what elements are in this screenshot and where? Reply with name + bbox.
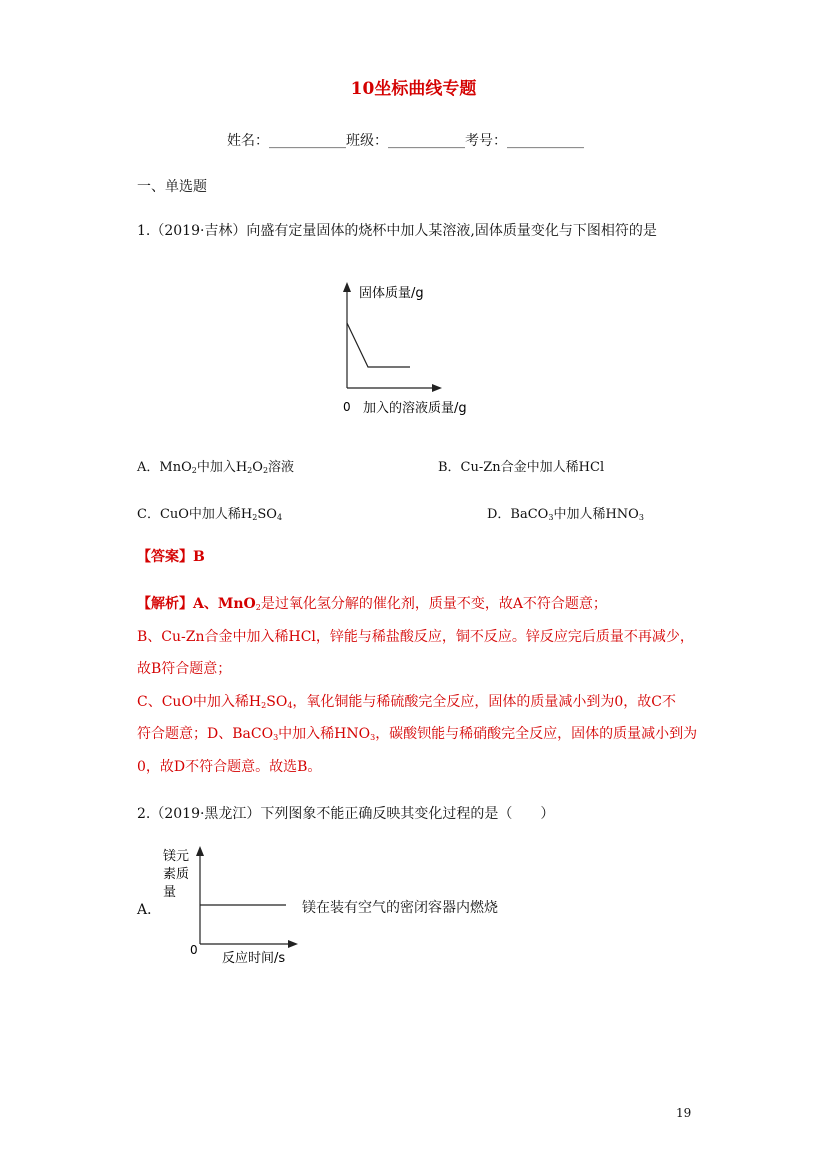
- analysis-text: 是过氧化氢分解的催化剂，质量不变，故A不符合题意；: [260, 596, 607, 612]
- option-d-text-1: D．BaCO: [487, 507, 549, 522]
- analysis-label: 【解析】A、MnO: [137, 596, 256, 612]
- y-axis-arrow-icon: [343, 282, 351, 292]
- y-axis-label-2: 素质: [163, 867, 190, 882]
- analysis-line-2: B、Cu-Zn合金中加入稀HCl，锌能与稀盐酸反应，铜不反应。锌反应完后质量不再减少，: [137, 629, 694, 645]
- option-a-sub-3: 2: [262, 466, 269, 475]
- question-2-stem: 2.（2019·黑龙江）下列图象不能正确反映其变化过程的是（ ）: [137, 806, 555, 822]
- page-number: 19: [676, 1106, 692, 1120]
- y-axis-arrow-icon: [196, 846, 204, 856]
- analysis-l4-text-3: ，氧化铜能与稀硫酸完全反应，固体的质量减小到为0，故C不: [292, 694, 677, 710]
- option-b: B．Cu-Zn合金中加人稀HCl: [438, 460, 605, 475]
- y-axis-label-3: 量: [163, 885, 177, 900]
- question-2-option-a-label: A．: [137, 902, 162, 918]
- student-info-line: 姓名：___________班级：___________考号：___________: [227, 133, 584, 149]
- y-axis-label-1: 镁元: [163, 849, 190, 864]
- question-1-figure: [330, 278, 490, 418]
- analysis-l4-sub-1: 2: [261, 701, 267, 710]
- analysis-l5-text-1: 符合题意；D、BaCO: [137, 726, 274, 742]
- option-d-sub-2: 3: [638, 513, 644, 522]
- analysis-line-6: 0，故D不符合题意。故选B。: [137, 759, 322, 775]
- option-c-text-2: SO: [257, 507, 277, 522]
- analysis-l5-sub-2: 3: [370, 733, 376, 742]
- y-axis-label: 固体质量/g: [359, 286, 424, 301]
- analysis-l4-text-1: C、CuO中加入稀H: [137, 694, 262, 710]
- option-c: [137, 503, 282, 522]
- option-a-sub-1: 2: [191, 466, 197, 475]
- option-c-sub-1: 2: [252, 513, 258, 522]
- option-a-text-3: O: [252, 460, 263, 475]
- option-d: [487, 503, 644, 522]
- question-2-figure: [158, 840, 308, 970]
- option-a-text-1: A．MnO: [137, 460, 192, 475]
- x-axis-label: 加入的溶液质量/g: [363, 401, 467, 416]
- answer-line: 【答案】B: [137, 549, 205, 565]
- analysis-l5-text-2: 中加入稀HNO: [278, 726, 371, 742]
- option-a-text-2: 中加入H: [196, 460, 248, 475]
- option-a-sub-2: 2: [247, 466, 253, 475]
- option-d-text-2: 中加人稀HNO: [553, 507, 639, 522]
- analysis-line-4: [137, 691, 676, 711]
- analysis-line-1: [137, 593, 607, 613]
- page-title: 10坐标曲线专题: [350, 79, 477, 99]
- analysis-sub: 2: [255, 603, 261, 612]
- x-axis-label: 反应时间/s: [222, 951, 286, 966]
- option-a-text-4: 溶液: [268, 460, 295, 475]
- question-1-stem: 1.（2019·吉林）向盛有定量固体的烧杯中加人某溶液,固体质量变化与下图相符的是: [137, 223, 657, 239]
- option-a: [137, 456, 294, 475]
- origin-label: 0: [190, 943, 198, 957]
- question-2-option-a-description: 镁在装有空气的密闭容器内燃烧: [302, 900, 498, 916]
- analysis-l4-text-2: SO: [266, 694, 288, 710]
- origin-label: 0: [343, 400, 351, 414]
- analysis-l5-text-3: ，碳酸钡能与稀硝酸完全反应，固体的质量减小到为: [375, 726, 698, 742]
- analysis-l5-sub-1: 3: [273, 733, 279, 742]
- analysis-line-5: [137, 723, 697, 743]
- option-c-sub-2: 4: [276, 513, 283, 522]
- section-heading: 一、单选题: [137, 179, 207, 195]
- mass-curve: [347, 323, 410, 367]
- analysis-line-3: 故B符合题意；: [137, 661, 232, 677]
- analysis-l4-sub-2: 4: [287, 701, 293, 710]
- x-axis-arrow-icon: [288, 940, 298, 948]
- x-axis-arrow-icon: [432, 384, 442, 392]
- option-c-text-1: C．CuO中加人稀H: [137, 507, 253, 522]
- option-d-sub-1: 3: [548, 513, 554, 522]
